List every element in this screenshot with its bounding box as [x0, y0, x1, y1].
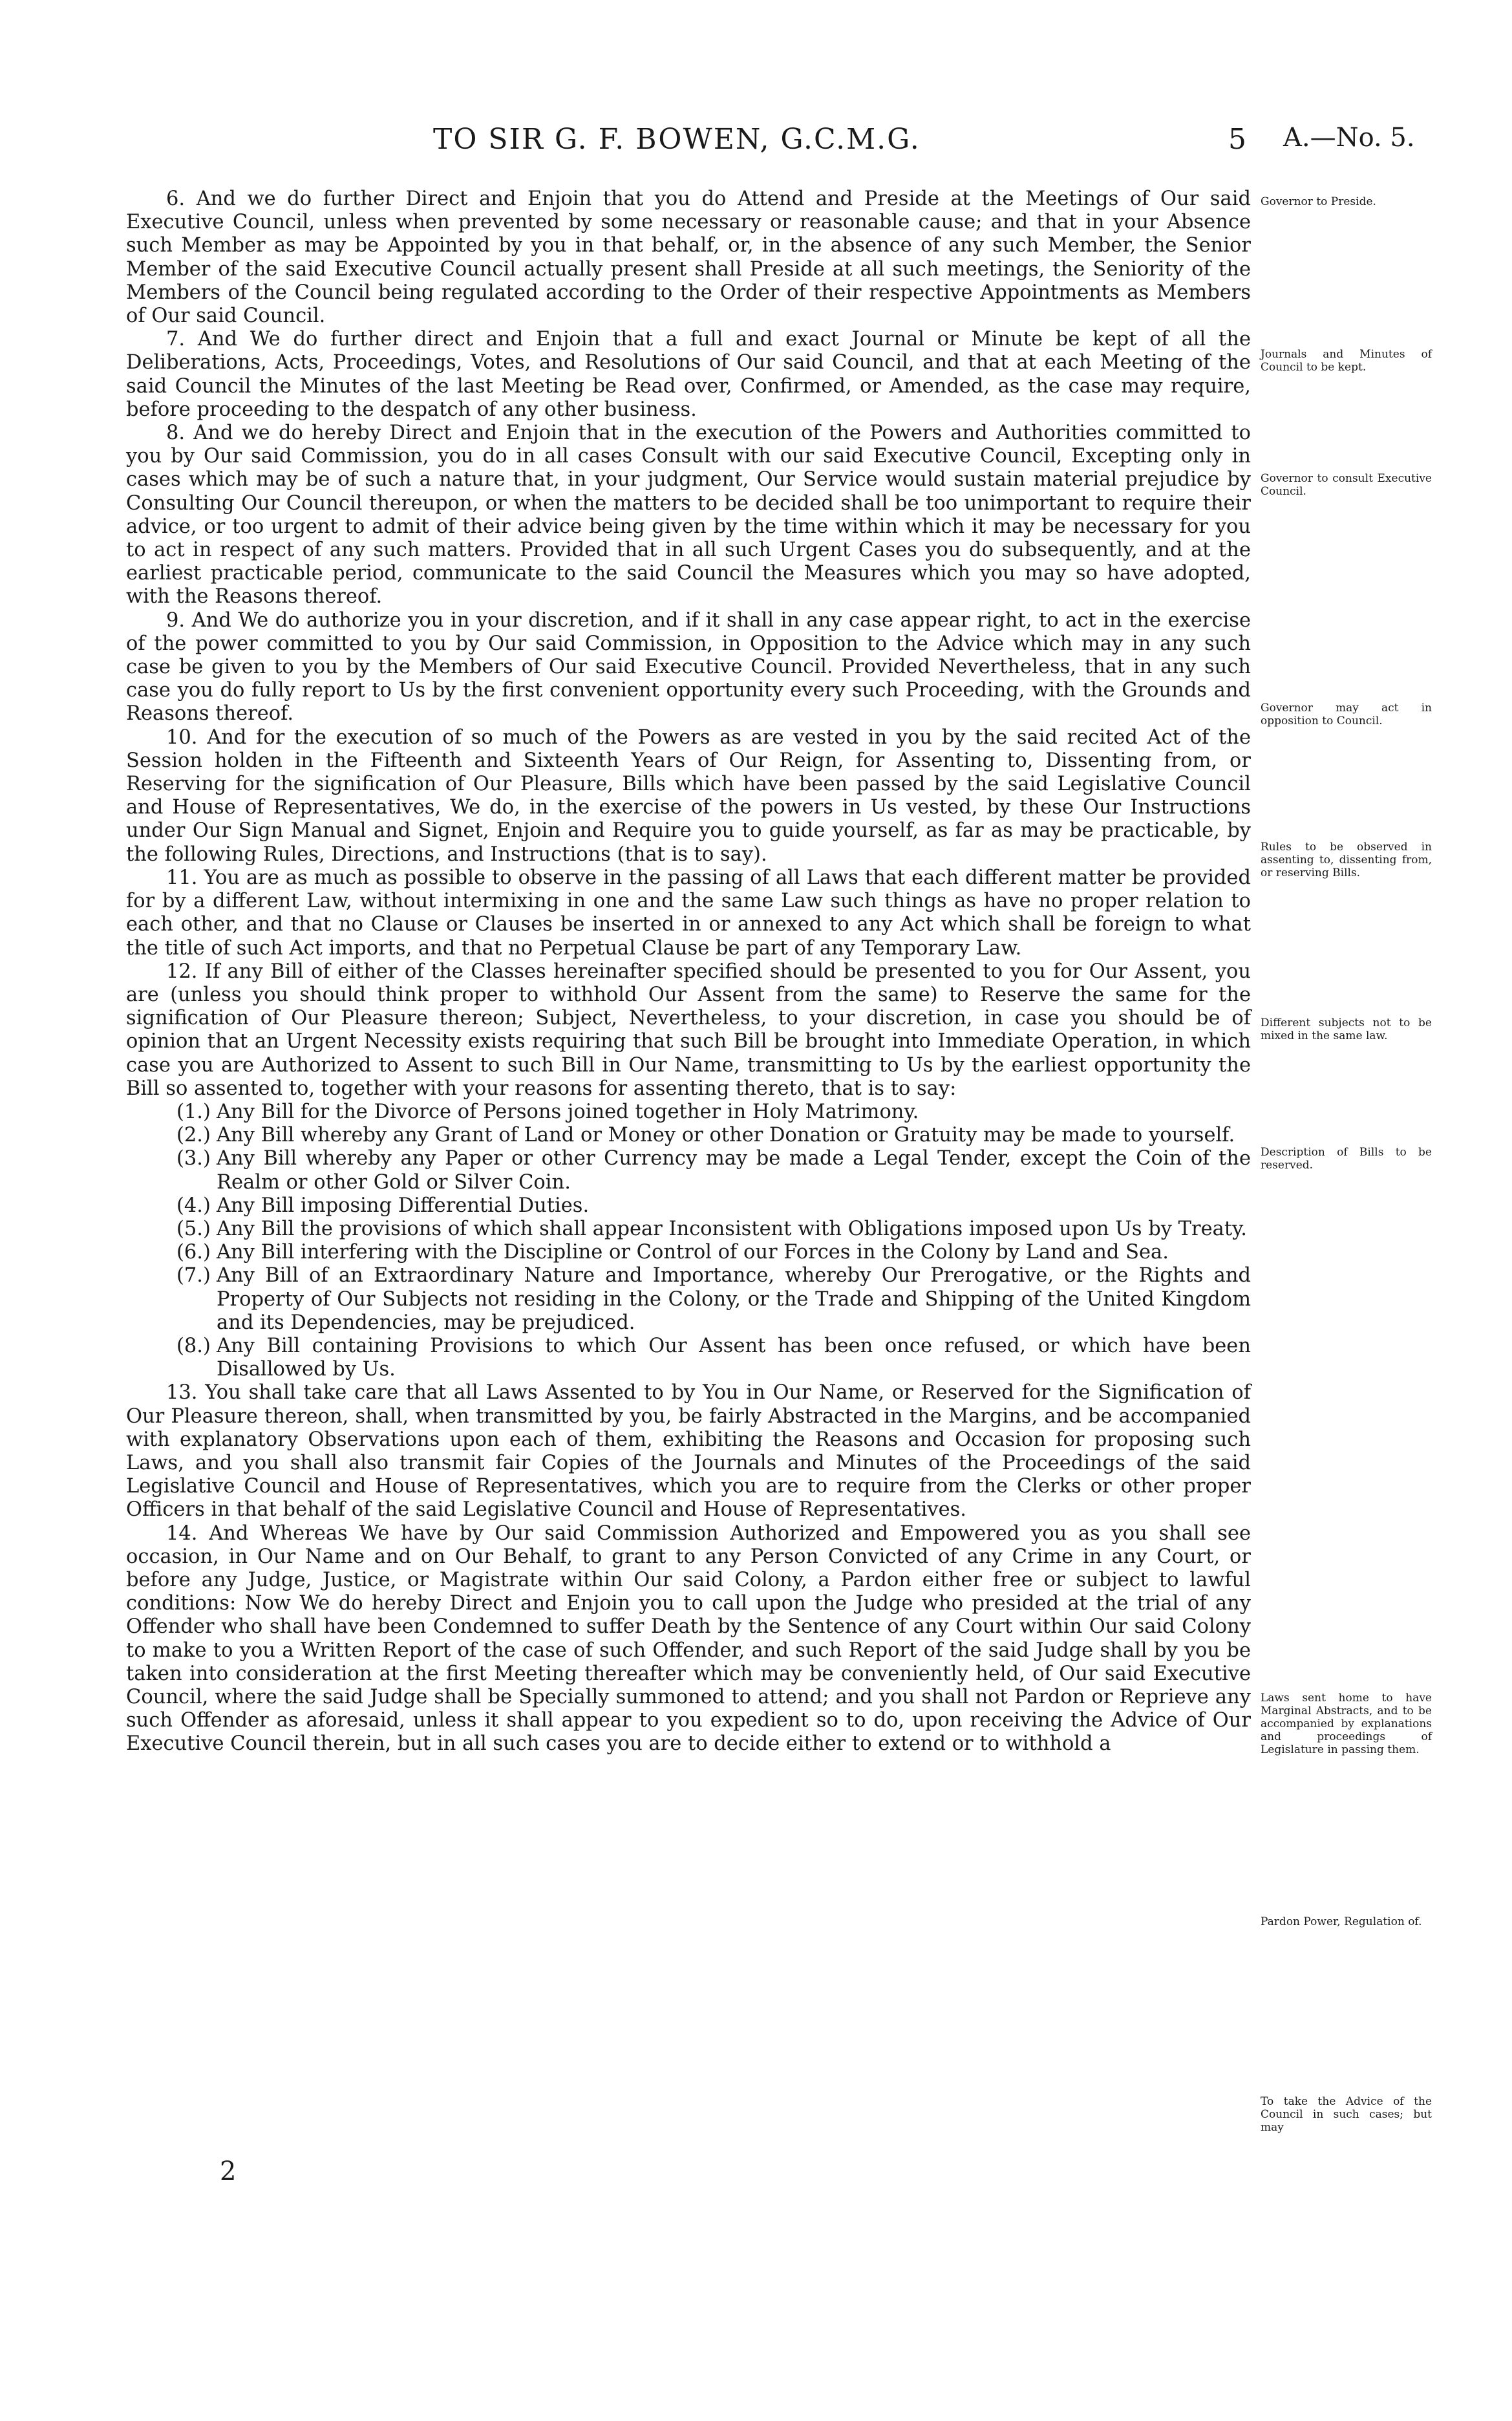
list-item-number: (4.)	[176, 1194, 211, 1217]
signature-mark: 2	[220, 2157, 237, 2186]
list-item-text: Any Bill the provisions of which shall appear Inconsistent with Obligations imposed upon Us by Treaty.	[217, 1217, 1247, 1240]
margin-note-laws-sent-home: Laws sent home to have Marginal Abstracts, and to be accompanied by explanations and proceedings of Legislature in passing them.	[1261, 1692, 1432, 1756]
list-item	[126, 1124, 1251, 1147]
paragraph-10: 10. And for the execution of so much of the Powers as are vested in you by the said recited Act of the Session holden in the Fifteenth and Sixteenth Years of Our Reign, for Assenting to, Dissenting from, or Reserving for the signification of Our Pleasure, Bills which have been passed by the said Legislative Council and House of Representatives, We do, in the exercise of the powers in Us vested, by these Our Instructions under Our Sign Manual and Signet, Enjoin and Require you to guide yourself, as far as may be practicable, by the following Rules, Directions, and Instructions (that is to say).	[126, 726, 1251, 866]
margin-note-advice: To take the Advice of the Council in such cases; but may	[1261, 2095, 1432, 2134]
list-item-text: Any Bill whereby any Grant of Land or Money or other Donation or Gratuity may be made to yourself.	[217, 1124, 1235, 1147]
paragraph-9: 9. And We do authorize you in your discretion, and if it shall in any case appear right, to act in the exercise of the power committed to you by Our said Commission, in Opposition to the Advice which may in any such case be given to you by the Members of Our said Executive Council. Provided Nevertheless, that in any such case you do fully report to Us by the first convenient opportunity every such Proceeding, with the Grounds and Reasons thereof.	[126, 608, 1251, 726]
paragraph-8: 8. And we do hereby Direct and Enjoin that in the execution of the Powers and Authorities committed to you by Our said Commission, you do in all cases Consult with our said Executive Council, Excepting only in cases which may be of such a nature that, in your judgment, Our Service would sustain material prejudice by Consulting Our Council thereupon, or when the matters to be decided shall be too unimportant to require their advice, or too urgent to admit of their advice being given by the time within which it may be necessary for you to act in respect of any such matters. Provided that in all such Urgent Cases you do subsequently, and at the earliest practicable period, communicate to the said Council the Measures which you may so have adopted, with the Reasons thereof.	[126, 422, 1251, 608]
list-item-number: (7.)	[176, 1264, 211, 1287]
paragraph-6: 6. And we do further Direct and Enjoin that you do Attend and Preside at the Meetings of Our said Executive Council, unless when prevented by some necessary or reasonable cause; and that in your Absence such Member as may be Appointed by you in that behalf, or, in the absence of any such Member, the Senior Member of the said Executive Council actually present shall Preside at all such meetings, the Seniority of the Members of the Council being regulated according to the Order of their respective Appointments as Members of Our said Council.	[126, 188, 1251, 328]
margin-note-consult: Governor to consult Executive Council.	[1261, 472, 1432, 498]
list-item-text: Any Bill whereby any Paper or other Currency may be made a Legal Tender, except the Coin of the Realm or other Gold or Silver Coin.	[217, 1147, 1251, 1194]
paragraph-12: 12. If any Bill of either of the Classes hereinafter specified should be presented to you for Our Assent, you are (unless you should think proper to withhold Our Assent from the same) to Reserve the same for the signification of Our Pleasure thereon; Subject, Nevertheless, to your discretion, in case you should be of opinion that an Urgent Necessity exists requiring that such Bill be brought into Immediate Operation, in which case you are Authorized to Assent to such Bill in Our Name, transmitting to Us by the earliest opportunity the Bill so assented to, together with your reasons for assenting thereto, that is to say:	[126, 960, 1251, 1100]
list-item	[126, 1218, 1251, 1241]
paragraph-14: 14. And Whereas We have by Our said Commission Authorized and Empowered you as you shall see occasion, in Our Name and on Our Behalf, to grant to any Person Convicted of any Crime in any Court, or before any Judge, Justice, or Magistrate within Our said Colony, a Pardon either free or subject to lawful conditions: Now We do hereby Direct and Enjoin you to call upon the Judge who presided at the trial of any Offender who shall have been Condemned to suffer Death by the Sentence of any Court within Our said Colony to make to you a Written Report of the case of such Offender, and such Report of the said Judge shall by you be taken into consideration at the first Meeting thereafter which may be conveniently held, of Our said Executive Council, where the said Judge shall be Specially summoned to attend; and you shall not Pardon or Reprieve any such Offender as aforesaid, unless it shall appear to you expedient so to do, upon receiving the Advice of Our Executive Council therein, but in all such cases you are to decide either to extend or to withhold a	[126, 1522, 1251, 1756]
bill-classes-list	[126, 1101, 1251, 1381]
list-item	[126, 1241, 1251, 1264]
list-item-number: (2.)	[176, 1124, 211, 1147]
list-item-number: (3.)	[176, 1147, 211, 1170]
list-item-text: Any Bill containing Provisions to which Our Assent has been once refused, or which have been Disallowed by Us.	[217, 1334, 1251, 1381]
margin-note-governor-preside: Governor to Preside.	[1261, 195, 1376, 208]
list-item-number: (8.)	[176, 1334, 211, 1357]
margin-note-opposition: Governor may act in opposition to Council.	[1261, 702, 1432, 727]
list-item	[126, 1264, 1251, 1335]
page-number: 5	[1228, 123, 1246, 156]
list-item-text: Any Bill of an Extraordinary Nature and Importance, whereby Our Prerogative, or the Rights and Property of Our Subjects not residing in the Colony, or the Trade and Shipping of the United Kingdom and its Dependencies, may be prejudiced.	[217, 1264, 1251, 1334]
margin-note-rules: Rules to be observed in assenting to, dissenting from, or reserving Bills.	[1261, 841, 1432, 879]
paragraph-7: 7. And We do further direct and Enjoin that a full and exact Journal or Minute be kept of all the Deliberations, Acts, Proceedings, Votes, and Resolutions of Our said Council, and that at each Meeting of the said Council the Minutes of the last Meeting be Read over, Confirmed, or Amended, as the case may require, before proceeding to the despatch of any other business.	[126, 328, 1251, 421]
list-item-text: Any Bill interfering with the Discipline or Control of our Forces in the Colony by Land and Sea.	[217, 1241, 1169, 1264]
paragraph-13: 13. You shall take care that all Laws Assented to by You in Our Name, or Reserved for the Signification of Our Pleasure thereon, shall, when transmitted by you, be fairly Abstracted in the Margins, and be accompanied with explanatory Observations upon each of them, exhibiting the Reasons and Occasion for proposing such Laws, and you shall also transmit fair Copies of the Journals and Minutes of the Proceedings of the said Legislative Council and House of Representatives, which you are to require from the Clerks or other proper Officers in that behalf of the said Legislative Council and House of Representatives.	[126, 1381, 1251, 1522]
list-item-text: Any Bill imposing Differential Duties.	[217, 1194, 590, 1217]
margin-note-different-subjects: Different subjects not to be mixed in the same law.	[1261, 1017, 1432, 1042]
margin-note-description-bills: Description of Bills to be reserved.	[1261, 1146, 1432, 1172]
list-item-number: (5.)	[176, 1217, 211, 1240]
list-item	[126, 1101, 1251, 1124]
body-text	[126, 188, 1251, 1756]
paragraph-11: 11. You are as much as possible to observe in the passing of all Laws that each different matter be provided for by a different Law, without intermixing in one and the same Law such things as have no proper relation to each other, and that no Clause or Clauses be inserted in or annexed to any Act which shall be foreign to what the title of such Act imports, and that no Perpetual Clause be part of any Temporary Law.	[126, 866, 1251, 960]
page-header	[129, 123, 1435, 162]
margin-note-journals: Journals and Minutes of Council to be kept.	[1261, 348, 1432, 374]
list-item	[126, 1194, 1251, 1218]
list-item	[126, 1147, 1251, 1194]
list-item-number: (6.)	[176, 1241, 211, 1264]
list-item	[126, 1335, 1251, 1381]
document-reference: A.—No. 5.	[1283, 123, 1415, 153]
list-item-text: Any Bill for the Divorce of Persons joined together in Holy Matrimony.	[217, 1100, 919, 1123]
header-title: TO SIR G. F. BOWEN, G.C.M.G.	[433, 123, 921, 156]
list-item-number: (1.)	[176, 1100, 211, 1123]
margin-note-pardon: Pardon Power, Regulation of.	[1261, 1915, 1422, 1928]
